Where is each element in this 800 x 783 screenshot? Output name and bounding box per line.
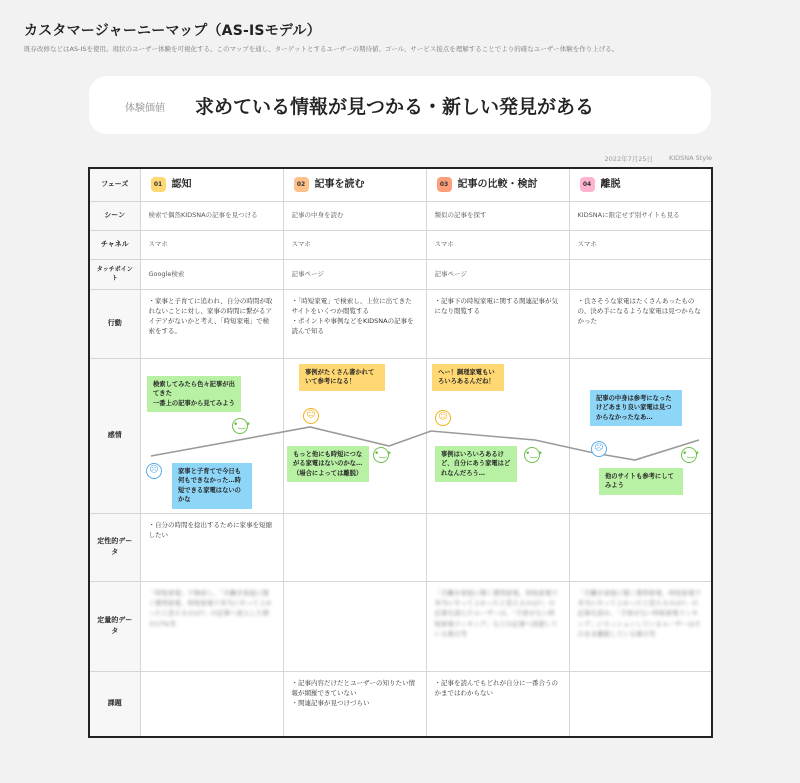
issues-cell <box>426 671 569 737</box>
neutral-face-icon: •‿• <box>681 447 697 463</box>
row-phase <box>89 168 712 201</box>
emotion-bubble-2: 家事と子育てで今日も何もできなかった…時短できる家電はないのかな <box>172 463 252 509</box>
neutral-face-icon: •‿• <box>232 418 248 434</box>
touchpoint-cell <box>569 259 712 289</box>
row-label-quantitative: 定量的データ <box>89 581 140 671</box>
quantitative-cell <box>426 581 569 671</box>
scene-cell: 類似の記事を探す <box>426 201 569 230</box>
action-cell <box>426 289 569 358</box>
page-subtitle: 既存改修などはAS-ISを使用。現状のユーザー体験を可視化する。このマップを通し、ターゲットとするユーザーの期待値、ゴール、サービス接点を理解することでより的確なユーザー体験を作り上げる。 <box>24 45 619 53</box>
action-cell <box>283 289 426 358</box>
emotion-bubble-5: へー！調理家電もいろいろあるんだね！ <box>432 364 504 391</box>
emotion-cell <box>426 358 569 513</box>
quantitative-cell <box>569 581 712 671</box>
action-cell <box>140 289 283 358</box>
row-label-emotion: 感情 <box>89 358 140 513</box>
channel-cell: スマホ <box>569 230 712 259</box>
action-item: ・ポイントや事例などをKIDSNAの記事を読んで知る <box>291 316 414 335</box>
phase-name: 離脱 <box>600 178 621 190</box>
row-issues <box>89 671 712 737</box>
row-label-qualitative: 定性的データ <box>89 513 140 581</box>
action-item: ・「時短家電」で検索し、上位に出てきたサイトをいくつか閲覧する <box>291 296 412 315</box>
meta-info <box>605 154 712 163</box>
sad-face-icon: ☹ <box>146 463 162 479</box>
qualitative-cell <box>426 513 569 581</box>
row-scene <box>89 201 712 230</box>
phase-name: 記事の比較・検討 <box>457 178 538 190</box>
value-label: 体験価値 <box>125 103 165 114</box>
action-item: ・良さそうな家電はたくさんあったものの、決め手になるような家電は見つからなかった <box>577 296 701 325</box>
author-text: KIDSNA Style <box>668 154 712 162</box>
row-action <box>89 289 712 358</box>
row-label-phase: フェーズ <box>89 168 140 201</box>
date-text: 2022年7月25日 <box>604 155 653 163</box>
phase-name: 認知 <box>171 178 192 190</box>
value-text: 求めている情報が見つかる・新しい発見がある <box>195 96 595 118</box>
touchpoint-cell: Google検索 <box>140 259 283 289</box>
page-title: カスタマージャーニーマップ（AS-ISモデル） <box>24 23 321 39</box>
emotion-cell <box>283 358 426 513</box>
neutral-face-icon: •‿• <box>524 447 540 463</box>
qualitative-cell <box>283 513 426 581</box>
experience-value-card <box>89 76 711 134</box>
issue-item: ・関連記事が見つけづらい <box>291 698 370 707</box>
scene-cell: 記事の中身を読む <box>283 201 426 230</box>
row-label-issues: 課題 <box>89 671 140 737</box>
row-emotion <box>89 358 712 513</box>
sad-face-icon: ☹ <box>591 441 607 457</box>
neutral-face-icon: •‿• <box>373 447 389 463</box>
phase-number: 01 <box>151 177 166 192</box>
emotion-bubble-7: 記事の中身は参考になったけどあまり良い家電は見つからなかったなあ… <box>590 390 682 426</box>
qualitative-cell <box>569 513 712 581</box>
phase-number: 03 <box>437 177 452 192</box>
happy-face-icon: ☺ <box>303 408 319 424</box>
phase-cell-2 <box>283 168 426 201</box>
issue-item: ・記事内容だけだとユーザーの知りたい情報が網羅できていない <box>291 678 415 697</box>
phase-cell-3 <box>426 168 569 201</box>
blurred-text: 「時短家電」で検索し、「共働き家庭に聞く便利家電、時短家電で本当にやってよかったと思えるのは?」の記事へ流入した割合17%等 <box>148 588 272 628</box>
phase-name: 記事を読む <box>314 178 365 190</box>
row-qualitative <box>89 513 712 581</box>
qualitative-item: ・自分の時間を捻出するために家事を短縮したい <box>148 520 272 539</box>
phase-number: 04 <box>580 177 595 192</box>
scene-cell: KIDSNAに限定せず別サイトも見る <box>569 201 712 230</box>
row-label-action: 行動 <box>89 289 140 358</box>
touchpoint-cell: 記事ページ <box>426 259 569 289</box>
happy-face-icon: ☺ <box>435 410 451 426</box>
issue-item: ・記事を読んでもどれが自分に一番合うのかまではわからない <box>434 678 558 697</box>
blurred-text: 「共働き家庭に聞く便利家電、時短家電で本当にやってよかったと思えるのは?」の記事を読んだユーザーは、「手放せない時短家電ランキング」などの記事へ回遊している割合等 <box>434 588 558 639</box>
issues-cell <box>283 671 426 737</box>
phase-cell-1 <box>140 168 283 201</box>
emotion-bubble-3: 事例がたくさん書かれていて参考になる！ <box>299 364 385 391</box>
qualitative-cell <box>140 513 283 581</box>
quantitative-cell <box>140 581 283 671</box>
row-label-touchpoint: タッチポイント <box>89 259 140 289</box>
quantitative-cell <box>283 581 426 671</box>
journey-map-table <box>88 167 713 738</box>
emotion-cell <box>140 358 283 513</box>
emotion-bubble-6: 事例はいろいろあるけど、自分にあう家電はどれなんだろう… <box>435 446 517 482</box>
phase-cell-4 <box>569 168 712 201</box>
scene-cell: 検索で偶然KIDSNAの記事を見つける <box>140 201 283 230</box>
row-channel <box>89 230 712 259</box>
action-item: ・家事と子育てに追われ、自分の時間が取れないことに対し、家事の時間に繋がるアイデアがないかと考え、「時短家電」で検索をする。 <box>148 296 273 335</box>
touchpoint-cell: 記事ページ <box>283 259 426 289</box>
channel-cell: スマホ <box>283 230 426 259</box>
channel-cell: スマホ <box>140 230 283 259</box>
channel-cell: スマホ <box>426 230 569 259</box>
row-quantitative <box>89 581 712 671</box>
emotion-bubble-8: 他のサイトも参考にしてみよう <box>599 468 683 495</box>
emotion-bubble-1: 検索してみたら色々記事が出てきた 一番上の記事から見てみよう <box>147 376 241 412</box>
action-cell <box>569 289 712 358</box>
emotion-bubble-4: もっと他にも時短につながる家電はないのかな…（場合によっては離脱） <box>287 446 369 482</box>
emotion-cell <box>569 358 712 513</box>
blurred-text: 「共働き家庭に聞く便利家電、時短家電で本当にやってよかったと思えるのは?」の記事を読み、「手放せない時短家電ランキング」にセッションしているユーザーはそのまま離脱している割合等 <box>577 588 701 639</box>
row-label-scene: シーン <box>89 201 140 230</box>
row-label-channel: チャネル <box>89 230 140 259</box>
issues-cell <box>569 671 712 737</box>
row-touchpoint <box>89 259 712 289</box>
issues-cell <box>140 671 283 737</box>
phase-number: 02 <box>294 177 309 192</box>
action-item: ・記事下の時短家電に関する関連記事が気になり閲覧する <box>434 296 558 315</box>
